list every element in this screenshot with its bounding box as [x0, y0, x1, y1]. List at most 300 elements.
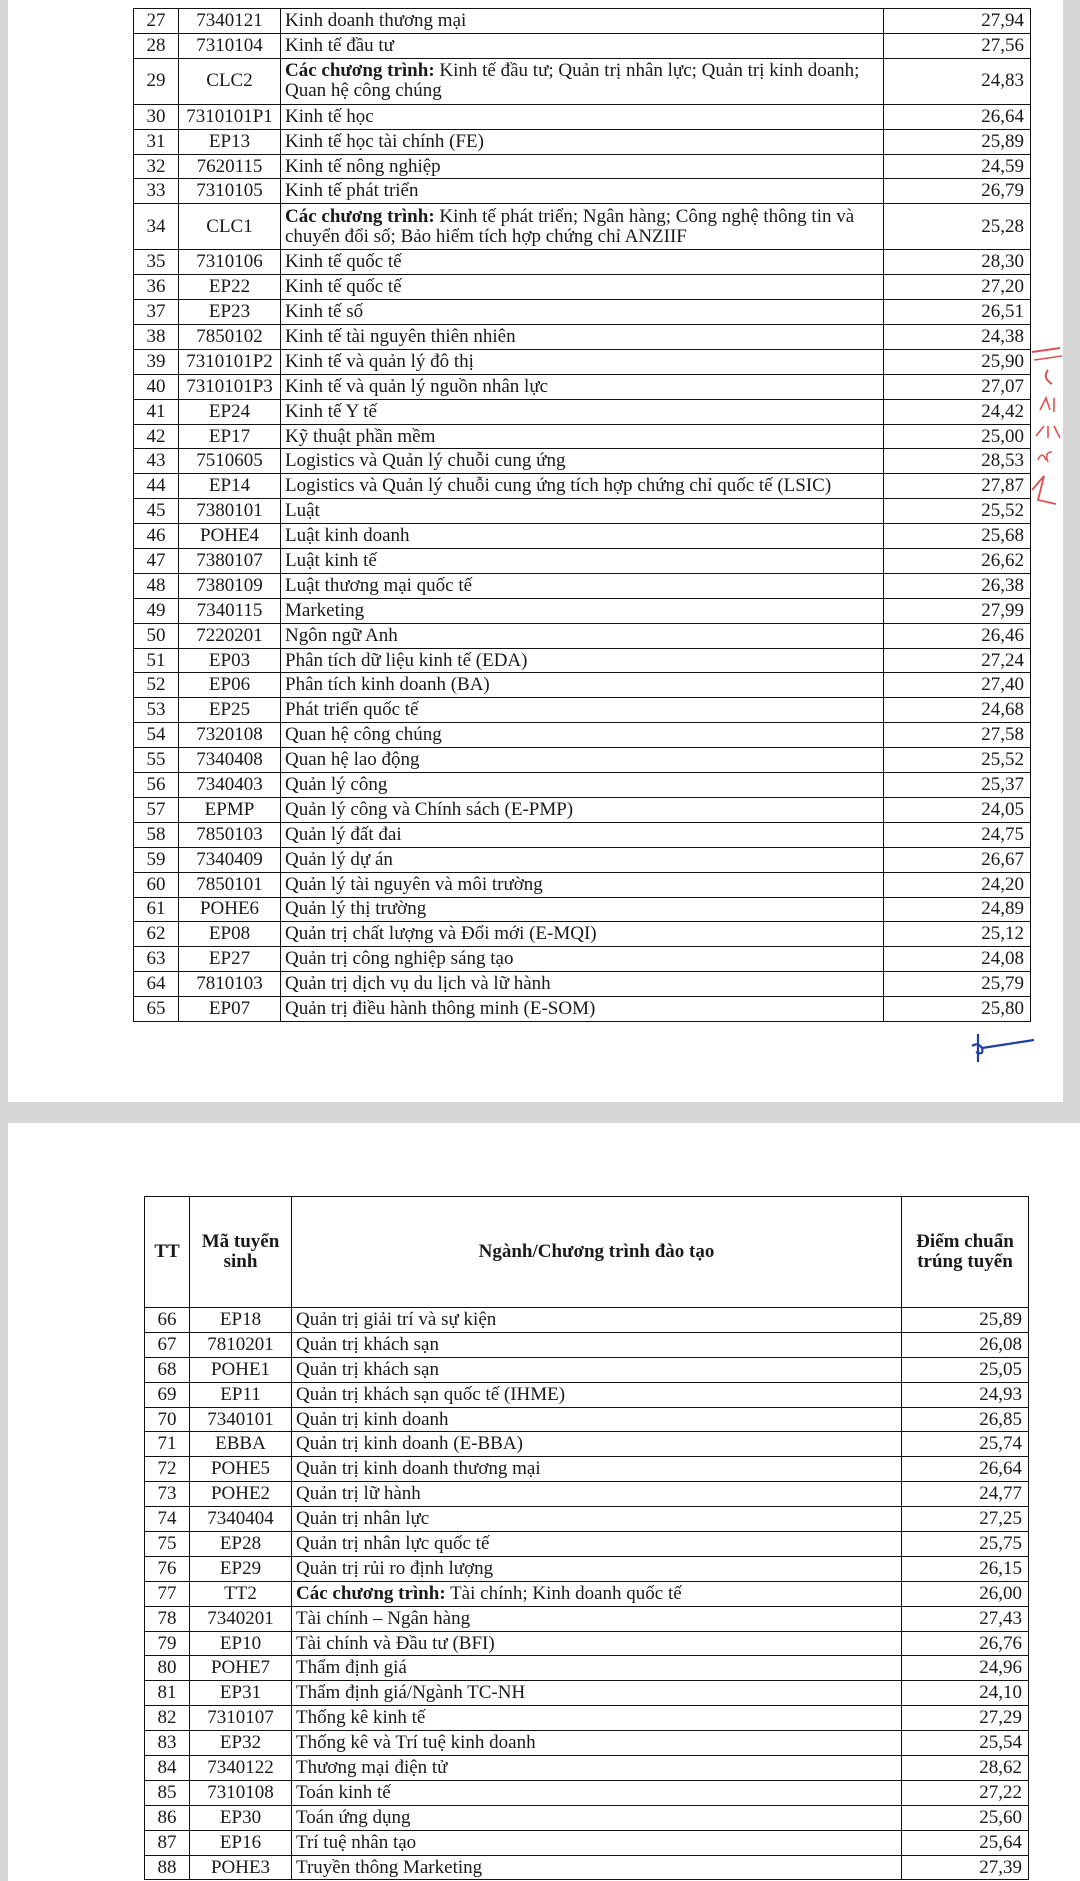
row-number: 56 — [134, 773, 179, 798]
admission-code: EP31 — [190, 1681, 292, 1706]
row-number: 80 — [145, 1656, 190, 1681]
cutoff-score: 27,87 — [884, 474, 1031, 499]
program-name: Quan hệ công chúng — [281, 723, 884, 748]
admission-code: 7380109 — [179, 573, 281, 598]
table-row — [145, 1532, 1029, 1557]
table-row — [134, 947, 1031, 972]
admission-code: EP16 — [190, 1830, 292, 1855]
row-number: 53 — [134, 698, 179, 723]
program-name: Trí tuệ nhân tạo — [292, 1830, 902, 1855]
table-row — [145, 1308, 1029, 1333]
cutoff-score: 26,00 — [902, 1581, 1029, 1606]
table-row — [145, 1656, 1029, 1681]
program-name: Quản lý công — [281, 773, 884, 798]
admission-code: 7810201 — [190, 1332, 292, 1357]
table-row — [134, 723, 1031, 748]
table-row — [145, 1482, 1029, 1507]
admission-code: POHE3 — [190, 1855, 292, 1880]
program-name: Quản lý đất đai — [281, 822, 884, 847]
cutoff-score: 27,20 — [884, 275, 1031, 300]
margin-annotation-marks — [1026, 340, 1066, 540]
table-row — [134, 698, 1031, 723]
admission-code: CLC1 — [179, 204, 281, 250]
admission-code: 7340404 — [190, 1507, 292, 1532]
cutoff-score: 26,62 — [884, 549, 1031, 574]
program-name: Quản lý thị trường — [281, 897, 884, 922]
program-name: Kinh tế số — [281, 300, 884, 325]
admission-code: POHE5 — [190, 1457, 292, 1482]
table-row — [145, 1407, 1029, 1432]
program-label-bold: Các chương trình: — [285, 60, 435, 82]
row-number: 43 — [134, 449, 179, 474]
program-name: Kinh tế học tài chính (FE) — [281, 129, 884, 154]
cutoff-score: 24,08 — [884, 947, 1031, 972]
table-row — [134, 648, 1031, 673]
table-row — [134, 275, 1031, 300]
admission-code: 7850102 — [179, 325, 281, 350]
row-number: 77 — [145, 1581, 190, 1606]
row-number: 59 — [134, 847, 179, 872]
admission-code: EP07 — [179, 997, 281, 1022]
program-name: Quản trị công nghiệp sáng tạo — [281, 947, 884, 972]
program-name: Truyền thông Marketing — [292, 1855, 902, 1880]
cutoff-score: 24,89 — [884, 897, 1031, 922]
admission-code: 7850103 — [179, 822, 281, 847]
program-name: Quản trị lữ hành — [292, 1482, 902, 1507]
admission-code: 7310101P1 — [179, 104, 281, 129]
row-number: 79 — [145, 1631, 190, 1656]
admission-code: 7340115 — [179, 598, 281, 623]
row-number: 51 — [134, 648, 179, 673]
cutoff-score: 27,29 — [902, 1706, 1029, 1731]
row-number: 85 — [145, 1780, 190, 1805]
admission-code: 7310104 — [179, 33, 281, 58]
cutoff-score: 25,90 — [884, 349, 1031, 374]
program-name: Quản trị dịch vụ du lịch và lữ hành — [281, 972, 884, 997]
table-row — [134, 972, 1031, 997]
row-number: 65 — [134, 997, 179, 1022]
cutoff-score: 25,52 — [884, 748, 1031, 773]
table-row — [145, 1681, 1029, 1706]
program-name: Kinh tế và quản lý đô thị — [281, 349, 884, 374]
row-number: 58 — [134, 822, 179, 847]
table-row — [134, 179, 1031, 204]
table-header-row — [145, 1197, 1029, 1308]
table-row — [134, 104, 1031, 129]
cutoff-score: 27,22 — [902, 1780, 1029, 1805]
table-row — [134, 374, 1031, 399]
header-program: Ngành/Chương trình đào tạo — [292, 1197, 902, 1308]
program-name: Kinh tế phát triển — [281, 179, 884, 204]
row-number: 47 — [134, 549, 179, 574]
row-number: 31 — [134, 129, 179, 154]
cutoff-score: 27,43 — [902, 1606, 1029, 1631]
admission-code: EP28 — [190, 1532, 292, 1557]
cutoff-score: 25,12 — [884, 922, 1031, 947]
row-number: 28 — [134, 33, 179, 58]
program-name: Toán kinh tế — [292, 1780, 902, 1805]
row-number: 40 — [134, 374, 179, 399]
row-number: 83 — [145, 1731, 190, 1756]
table-row — [145, 1581, 1029, 1606]
program-name: Luật — [281, 499, 884, 524]
table-row — [134, 33, 1031, 58]
table-row — [145, 1357, 1029, 1382]
row-number: 88 — [145, 1855, 190, 1880]
admission-code: EP27 — [179, 947, 281, 972]
program-name: Phát triển quốc tế — [281, 698, 884, 723]
program-name: Quản trị khách sạn — [292, 1357, 902, 1382]
cutoff-score: 26,76 — [902, 1631, 1029, 1656]
admission-code: EP18 — [190, 1308, 292, 1333]
program-name: Kinh tế nông nghiệp — [281, 154, 884, 179]
program-list-text: Kinh tế đầu tư; Quản trị nhân lực; Quản trị kinh doanh; Quan hệ công chúng — [285, 60, 860, 102]
row-number: 33 — [134, 179, 179, 204]
table-row — [145, 1606, 1029, 1631]
table-row — [145, 1805, 1029, 1830]
row-number: 67 — [145, 1332, 190, 1357]
cutoff-score: 24,38 — [884, 325, 1031, 350]
admission-code: 7340101 — [190, 1407, 292, 1432]
cutoff-score: 25,89 — [902, 1308, 1029, 1333]
table-row — [145, 1631, 1029, 1656]
admission-code: 7340403 — [179, 773, 281, 798]
row-number: 61 — [134, 897, 179, 922]
row-number: 68 — [145, 1357, 190, 1382]
admission-code: 7340408 — [179, 748, 281, 773]
row-number: 42 — [134, 424, 179, 449]
table-row — [134, 549, 1031, 574]
program-name: Thống kê kinh tế — [292, 1706, 902, 1731]
row-number: 34 — [134, 204, 179, 250]
program-name — [281, 58, 884, 104]
admission-code: CLC2 — [179, 58, 281, 104]
admission-code: 7320108 — [179, 723, 281, 748]
admission-code: EP03 — [179, 648, 281, 673]
admission-code: 7310106 — [179, 250, 281, 275]
table-row — [134, 349, 1031, 374]
admission-code: EP13 — [179, 129, 281, 154]
program-name: Quản trị nhân lực quốc tế — [292, 1532, 902, 1557]
document-page-1 — [8, 0, 1063, 1102]
cutoff-score: 28,62 — [902, 1756, 1029, 1781]
table-row — [145, 1756, 1029, 1781]
table-row — [134, 922, 1031, 947]
program-name: Kinh tế học — [281, 104, 884, 129]
cutoff-score: 26,67 — [884, 847, 1031, 872]
program-name: Kỹ thuật phần mềm — [281, 424, 884, 449]
table-row — [134, 773, 1031, 798]
admission-code: 7620115 — [179, 154, 281, 179]
program-name: Logistics và Quản lý chuỗi cung ứng tích hợp chứng chỉ quốc tế (LSIC) — [281, 474, 884, 499]
program-name: Kinh tế Y tế — [281, 399, 884, 424]
admission-code: EBBA — [190, 1432, 292, 1457]
program-name: Quản trị nhân lực — [292, 1507, 902, 1532]
program-name: Tài chính và Đầu tư (BFI) — [292, 1631, 902, 1656]
table-row — [145, 1830, 1029, 1855]
program-list-text: Kinh tế phát triển; Ngân hàng; Công nghệ thông tin và chuyển đổi số; Bảo hiểm tích hợp chứng chỉ ANZIIF — [285, 205, 855, 247]
program-name: Phân tích dữ liệu kinh tế (EDA) — [281, 648, 884, 673]
admission-code: 7220201 — [179, 623, 281, 648]
row-number: 86 — [145, 1805, 190, 1830]
cutoff-score: 25,64 — [902, 1830, 1029, 1855]
admission-scores-table-part-2 — [144, 1196, 1029, 1880]
row-number: 87 — [145, 1830, 190, 1855]
admission-code: EP10 — [190, 1631, 292, 1656]
row-number: 64 — [134, 972, 179, 997]
cutoff-score: 27,56 — [884, 33, 1031, 58]
table-row — [134, 997, 1031, 1022]
table-row — [134, 449, 1031, 474]
program-name: Logistics và Quản lý chuỗi cung ứng — [281, 449, 884, 474]
admission-code: 7810103 — [179, 972, 281, 997]
admission-code: EP24 — [179, 399, 281, 424]
row-number: 78 — [145, 1606, 190, 1631]
table-row — [145, 1457, 1029, 1482]
cutoff-score: 24,96 — [902, 1656, 1029, 1681]
row-number: 49 — [134, 598, 179, 623]
cutoff-score: 27,07 — [884, 374, 1031, 399]
admission-code: EP32 — [190, 1731, 292, 1756]
table-row — [134, 474, 1031, 499]
program-name: Kinh tế và quản lý nguồn nhân lực — [281, 374, 884, 399]
cutoff-score: 26,79 — [884, 179, 1031, 204]
table-row — [134, 573, 1031, 598]
table-row — [134, 872, 1031, 897]
program-name: Ngôn ngữ Anh — [281, 623, 884, 648]
program-name: Quan hệ lao động — [281, 748, 884, 773]
table-row — [134, 797, 1031, 822]
cutoff-score: 24,77 — [902, 1482, 1029, 1507]
row-number: 75 — [145, 1532, 190, 1557]
cutoff-score: 25,00 — [884, 424, 1031, 449]
admission-code: EP30 — [190, 1805, 292, 1830]
program-name: Kinh tế đầu tư — [281, 33, 884, 58]
cutoff-score: 24,68 — [884, 698, 1031, 723]
row-number: 50 — [134, 623, 179, 648]
row-number: 71 — [145, 1432, 190, 1457]
program-name: Kinh doanh thương mại — [281, 9, 884, 34]
admission-code: POHE6 — [179, 897, 281, 922]
admission-code: EP25 — [179, 698, 281, 723]
cutoff-score: 25,05 — [902, 1357, 1029, 1382]
row-number: 32 — [134, 154, 179, 179]
admission-code: EP14 — [179, 474, 281, 499]
row-number: 57 — [134, 797, 179, 822]
cutoff-score: 25,54 — [902, 1731, 1029, 1756]
table-row — [134, 524, 1031, 549]
program-name: Tài chính – Ngân hàng — [292, 1606, 902, 1631]
cutoff-score: 25,79 — [884, 972, 1031, 997]
program-name: Quản lý dự án — [281, 847, 884, 872]
cutoff-score: 27,25 — [902, 1507, 1029, 1532]
row-number: 70 — [145, 1407, 190, 1432]
program-name: Quản trị rủi ro định lượng — [292, 1556, 902, 1581]
cutoff-score: 27,24 — [884, 648, 1031, 673]
program-name: Kinh tế tài nguyên thiên nhiên — [281, 325, 884, 350]
cutoff-score: 26,64 — [902, 1457, 1029, 1482]
admission-code: EP22 — [179, 275, 281, 300]
cutoff-score: 28,53 — [884, 449, 1031, 474]
cutoff-score: 25,37 — [884, 773, 1031, 798]
table-row — [134, 847, 1031, 872]
row-number: 81 — [145, 1681, 190, 1706]
program-name: Quản trị kinh doanh — [292, 1407, 902, 1432]
row-number: 63 — [134, 947, 179, 972]
program-name: Quản lý công và Chính sách (E-PMP) — [281, 797, 884, 822]
program-name: Marketing — [281, 598, 884, 623]
admission-code: 7310101P3 — [179, 374, 281, 399]
row-number: 62 — [134, 922, 179, 947]
table-row — [134, 424, 1031, 449]
admission-code: 7340121 — [179, 9, 281, 34]
row-number: 41 — [134, 399, 179, 424]
header-score: Điểm chuẩn trúng tuyển — [902, 1197, 1029, 1308]
cutoff-score: 26,38 — [884, 573, 1031, 598]
row-number: 66 — [145, 1308, 190, 1333]
row-number: 54 — [134, 723, 179, 748]
row-number: 29 — [134, 58, 179, 104]
program-name: Thương mại điện tử — [292, 1756, 902, 1781]
table-row — [134, 399, 1031, 424]
program-name: Quản trị khách sạn — [292, 1332, 902, 1357]
admission-code: 7340122 — [190, 1756, 292, 1781]
table-row — [145, 1556, 1029, 1581]
table-row — [134, 300, 1031, 325]
table-row — [134, 129, 1031, 154]
program-name: Thẩm định giá — [292, 1656, 902, 1681]
admission-scores-table-part-1 — [133, 8, 1031, 1022]
program-name: Quản trị giải trí và sự kiện — [292, 1308, 902, 1333]
table-row — [145, 1432, 1029, 1457]
program-list-text: Tài chính; Kinh doanh quốc tế — [445, 1582, 682, 1604]
program-name: Quản lý tài nguyên và môi trường — [281, 872, 884, 897]
table-row — [134, 748, 1031, 773]
admission-code: EP23 — [179, 300, 281, 325]
table-row — [134, 623, 1031, 648]
cutoff-score: 26,08 — [902, 1332, 1029, 1357]
row-number: 73 — [145, 1482, 190, 1507]
program-name: Quản trị chất lượng và Đổi mới (E-MQI) — [281, 922, 884, 947]
program-name: Kinh tế quốc tế — [281, 275, 884, 300]
table-row — [134, 58, 1031, 104]
table-row — [145, 1855, 1029, 1880]
admission-code: 7310105 — [179, 179, 281, 204]
admission-code: POHE1 — [190, 1357, 292, 1382]
admission-code: 7380101 — [179, 499, 281, 524]
row-number: 45 — [134, 499, 179, 524]
cutoff-score: 25,68 — [884, 524, 1031, 549]
admission-code: 7310108 — [190, 1780, 292, 1805]
table-row — [134, 250, 1031, 275]
admission-code: 7380107 — [179, 549, 281, 574]
program-name: Quản trị khách sạn quốc tế (IHME) — [292, 1382, 902, 1407]
table-row — [134, 154, 1031, 179]
admission-code: POHE2 — [190, 1482, 292, 1507]
cutoff-score: 26,85 — [902, 1407, 1029, 1432]
admission-code: 7310107 — [190, 1706, 292, 1731]
row-number: 36 — [134, 275, 179, 300]
program-name: Luật kinh doanh — [281, 524, 884, 549]
row-number: 27 — [134, 9, 179, 34]
cutoff-score: 24,10 — [902, 1681, 1029, 1706]
program-name: Phân tích kinh doanh (BA) — [281, 673, 884, 698]
program-name: Thống kê và Trí tuệ kinh doanh — [292, 1731, 902, 1756]
row-number: 37 — [134, 300, 179, 325]
admission-code: 7340201 — [190, 1606, 292, 1631]
table-row — [145, 1382, 1029, 1407]
cutoff-score: 27,39 — [902, 1855, 1029, 1880]
cutoff-score: 24,75 — [884, 822, 1031, 847]
admission-code: EP06 — [179, 673, 281, 698]
row-number: 44 — [134, 474, 179, 499]
cutoff-score: 26,64 — [884, 104, 1031, 129]
row-number: 35 — [134, 250, 179, 275]
admission-code: EP17 — [179, 424, 281, 449]
cutoff-score: 27,94 — [884, 9, 1031, 34]
cutoff-score: 25,74 — [902, 1432, 1029, 1457]
row-number: 38 — [134, 325, 179, 350]
table-body — [134, 9, 1031, 1022]
table-row — [145, 1780, 1029, 1805]
pen-signature-mark — [968, 1030, 1038, 1070]
table-row — [134, 598, 1031, 623]
table-row — [145, 1706, 1029, 1731]
row-number: 46 — [134, 524, 179, 549]
row-number: 55 — [134, 748, 179, 773]
cutoff-score: 26,51 — [884, 300, 1031, 325]
cutoff-score: 24,42 — [884, 399, 1031, 424]
table-row — [145, 1507, 1029, 1532]
admission-code: TT2 — [190, 1581, 292, 1606]
row-number: 39 — [134, 349, 179, 374]
cutoff-score: 24,05 — [884, 797, 1031, 822]
program-name: Kinh tế quốc tế — [281, 250, 884, 275]
admission-code: EP08 — [179, 922, 281, 947]
table-row — [134, 822, 1031, 847]
table-row — [134, 325, 1031, 350]
header-tt: TT — [145, 1197, 190, 1308]
row-number: 76 — [145, 1556, 190, 1581]
row-number: 72 — [145, 1457, 190, 1482]
cutoff-score: 24,20 — [884, 872, 1031, 897]
program-name: Quản trị kinh doanh thương mại — [292, 1457, 902, 1482]
cutoff-score: 25,89 — [884, 129, 1031, 154]
admission-code: EP11 — [190, 1382, 292, 1407]
admission-code: 7310101P2 — [179, 349, 281, 374]
row-number: 74 — [145, 1507, 190, 1532]
table-row — [134, 673, 1031, 698]
cutoff-score: 24,59 — [884, 154, 1031, 179]
program-name — [281, 204, 884, 250]
program-name: Quản trị điều hành thông minh (E-SOM) — [281, 997, 884, 1022]
row-number: 84 — [145, 1756, 190, 1781]
table-row — [134, 897, 1031, 922]
table-row — [145, 1332, 1029, 1357]
document-page-2 — [8, 1123, 1080, 1881]
program-name: Toán ứng dụng — [292, 1805, 902, 1830]
admission-code: EP29 — [190, 1556, 292, 1581]
program-name: Luật thương mại quốc tế — [281, 573, 884, 598]
admission-code: EPMP — [179, 797, 281, 822]
cutoff-score: 24,93 — [902, 1382, 1029, 1407]
cutoff-score: 25,60 — [902, 1805, 1029, 1830]
program-name: Quản trị kinh doanh (E-BBA) — [292, 1432, 902, 1457]
cutoff-score: 27,40 — [884, 673, 1031, 698]
cutoff-score: 26,15 — [902, 1556, 1029, 1581]
program-name: Luật kinh tế — [281, 549, 884, 574]
cutoff-score: 25,28 — [884, 204, 1031, 250]
